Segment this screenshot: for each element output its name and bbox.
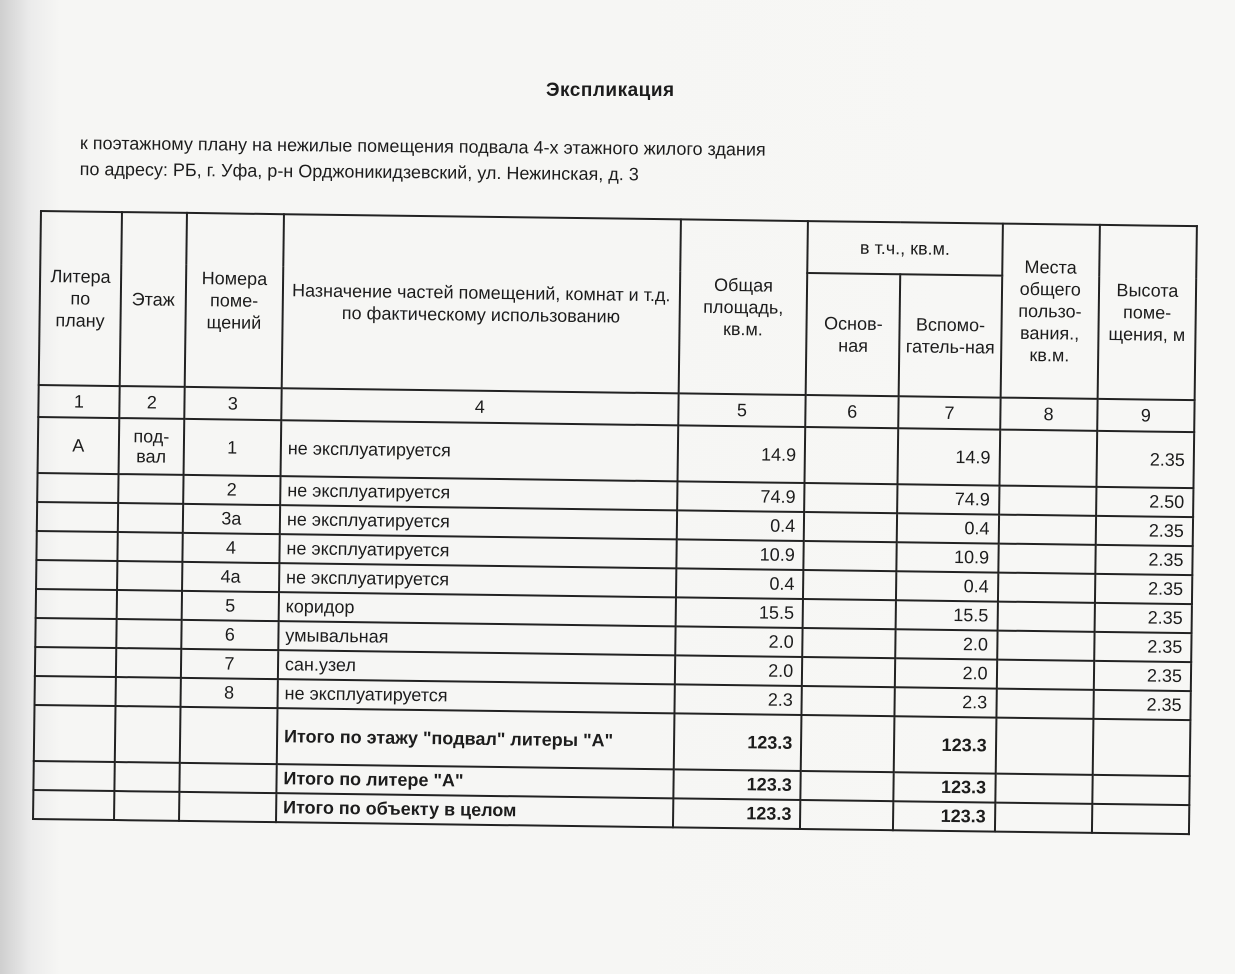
cell-main-area	[803, 599, 896, 629]
cell-aux-area: 2.0	[896, 629, 998, 659]
cell-common-area	[999, 430, 1097, 487]
cell-room-number: 5	[181, 591, 279, 621]
empty-cell	[800, 800, 893, 830]
cell-common-area	[998, 573, 1096, 603]
document-subtitle	[80, 130, 980, 191]
cell-total-area: 0.4	[676, 510, 804, 541]
cell-height: 2.35	[1094, 632, 1192, 662]
cell-purpose: сан.узел	[278, 650, 675, 684]
cell-aux-area: 74.9	[897, 484, 999, 514]
cell-floor	[115, 677, 180, 707]
column-number: 2	[119, 386, 184, 419]
header-room-numbers: Номера поме-щений	[184, 213, 283, 388]
explication-table-wrapper	[31, 210, 1200, 925]
subtitle-line-1: к поэтажному плану на нежилые помещения подвала 4-х этажного жилого здания	[79, 132, 766, 160]
empty-cell	[1092, 719, 1190, 776]
document-title: Экспликация	[546, 80, 675, 101]
cell-main-area	[802, 628, 895, 658]
header-floor: Этаж	[120, 212, 187, 387]
header-aux-area: Вспомо-гатель-ная	[899, 274, 1002, 397]
empty-cell	[995, 774, 1093, 804]
cell-height: 2.35	[1095, 516, 1193, 546]
cell-common-area	[999, 486, 1097, 516]
empty-cell	[33, 761, 114, 791]
cell-aux-area: 2.0	[895, 658, 997, 688]
total-aux-value: 123.3	[893, 801, 995, 831]
cell-litera	[35, 647, 116, 677]
empty-cell	[995, 803, 1093, 833]
empty-cell	[801, 715, 895, 772]
cell-room-number: 4а	[182, 562, 280, 592]
cell-purpose: не эксплуатируется	[280, 476, 677, 510]
cell-litera	[36, 531, 117, 561]
cell-height: 2.35	[1096, 431, 1194, 488]
header-including: в т.ч., кв.м.	[807, 221, 1002, 276]
cell-common-area	[996, 689, 1094, 719]
header-common-areas: Места общего пользо-вания., кв.м.	[1000, 224, 1099, 399]
cell-floor	[118, 474, 183, 504]
empty-cell	[114, 762, 179, 792]
header-height: Высота поме-щения, м	[1097, 225, 1196, 400]
cell-purpose: коридор	[279, 592, 676, 626]
cell-aux-area: 2.3	[895, 687, 997, 717]
explication-table	[32, 210, 1198, 835]
cell-total-area: 14.9	[677, 425, 805, 483]
empty-cell	[115, 706, 181, 763]
cell-litera	[36, 589, 117, 619]
cell-common-area	[996, 660, 1094, 690]
cell-height: 2.50	[1096, 487, 1194, 517]
cell-common-area	[997, 631, 1095, 661]
total-aux-value: 123.3	[894, 772, 996, 802]
column-number: 3	[184, 387, 282, 420]
cell-floor	[116, 619, 181, 649]
cell-common-area	[998, 515, 1096, 545]
cell-aux-area: 0.4	[896, 571, 998, 601]
cell-purpose: не эксплуатируется	[280, 420, 677, 481]
empty-cell	[34, 705, 116, 762]
cell-aux-area: 0.4	[897, 513, 999, 543]
header-main-area: Основ-ная	[806, 273, 901, 396]
cell-floor	[116, 648, 181, 678]
column-number: 9	[1097, 399, 1195, 432]
cell-total-area: 15.5	[675, 597, 803, 628]
total-aux-value: 123.3	[894, 716, 996, 773]
cell-floor	[118, 503, 183, 533]
cell-room-number: 3а	[183, 504, 281, 534]
cell-main-area	[802, 686, 895, 716]
empty-cell	[1092, 804, 1190, 834]
cell-common-area	[998, 544, 1096, 574]
header-total-area: Общая площадь, кв.м.	[678, 219, 808, 395]
cell-purpose: не эксплуатируется	[280, 505, 677, 539]
cell-total-area: 2.0	[675, 655, 803, 686]
cell-litera	[35, 676, 116, 706]
cell-litera	[35, 618, 116, 648]
cell-floor	[117, 532, 182, 562]
cell-room-number: 7	[181, 649, 279, 679]
cell-purpose: не эксплуатируется	[279, 534, 676, 568]
total-label: Итого по литере "А"	[276, 764, 673, 798]
header-purpose: Назначение частей помещений, комнат и т.д. по фактическому использованию	[282, 214, 681, 393]
cell-main-area	[804, 512, 897, 542]
cell-main-area	[802, 657, 895, 687]
column-number: 5	[678, 393, 806, 427]
cell-room-number: 4	[182, 533, 280, 563]
cell-aux-area: 14.9	[898, 428, 1000, 485]
total-area-value: 123.3	[673, 713, 801, 771]
column-number: 7	[899, 396, 1001, 429]
cell-room-number: 8	[180, 678, 278, 708]
empty-cell	[1092, 775, 1190, 805]
cell-height: 2.35	[1095, 545, 1193, 575]
cell-total-area: 0.4	[676, 568, 804, 599]
empty-cell	[801, 771, 894, 801]
cell-main-area	[803, 570, 896, 600]
cell-aux-area: 15.5	[896, 600, 998, 630]
cell-purpose: не эксплуатируется	[279, 563, 676, 597]
total-area-value: 123.3	[673, 798, 801, 829]
cell-total-area: 74.9	[677, 481, 805, 512]
total-label: Итого по объекту в целом	[276, 793, 673, 827]
empty-cell	[179, 792, 277, 822]
empty-cell	[180, 707, 278, 764]
cell-litera	[36, 560, 117, 590]
header-litera: Литера по плану	[39, 211, 122, 386]
empty-cell	[995, 718, 1093, 775]
cell-height: 2.35	[1095, 574, 1193, 604]
cell-floor	[117, 590, 182, 620]
cell-purpose: не эксплуатируется	[277, 679, 674, 713]
cell-floor: под-вал	[119, 418, 185, 475]
cell-room-number: 2	[183, 475, 281, 505]
cell-total-area: 2.3	[674, 684, 802, 715]
cell-litera	[37, 502, 118, 532]
cell-total-area: 10.9	[676, 539, 804, 570]
cell-common-area	[997, 602, 1095, 632]
column-number: 1	[38, 385, 119, 418]
column-number: 4	[281, 388, 678, 425]
cell-total-area: 2.0	[675, 626, 803, 657]
cell-height: 2.35	[1094, 661, 1192, 691]
cell-main-area	[805, 427, 899, 484]
cell-room-number: 6	[181, 620, 279, 650]
empty-cell	[114, 791, 179, 821]
empty-cell	[33, 790, 114, 820]
cell-aux-area: 10.9	[897, 542, 999, 572]
cell-main-area	[804, 541, 897, 571]
column-number: 8	[1000, 398, 1098, 431]
cell-room-number: 1	[183, 419, 281, 476]
column-number: 6	[805, 395, 899, 428]
cell-floor	[117, 561, 182, 591]
empty-cell	[179, 763, 277, 793]
cell-litera: А	[38, 417, 120, 474]
cell-height: 2.35	[1094, 603, 1192, 633]
cell-height: 2.35	[1093, 690, 1191, 720]
cell-purpose: умывальная	[278, 621, 675, 655]
cell-litera	[37, 473, 118, 503]
total-label: Итого по этажу "подвал" литеры "А"	[277, 708, 674, 769]
subtitle-line-2: по адресу: РБ, г. Уфа, р-н Орджоникидзевский, ул. Нежинская, д. 3	[79, 158, 639, 185]
header-row	[40, 211, 1197, 278]
cell-main-area	[804, 483, 897, 513]
total-area-value: 123.3	[673, 769, 801, 800]
